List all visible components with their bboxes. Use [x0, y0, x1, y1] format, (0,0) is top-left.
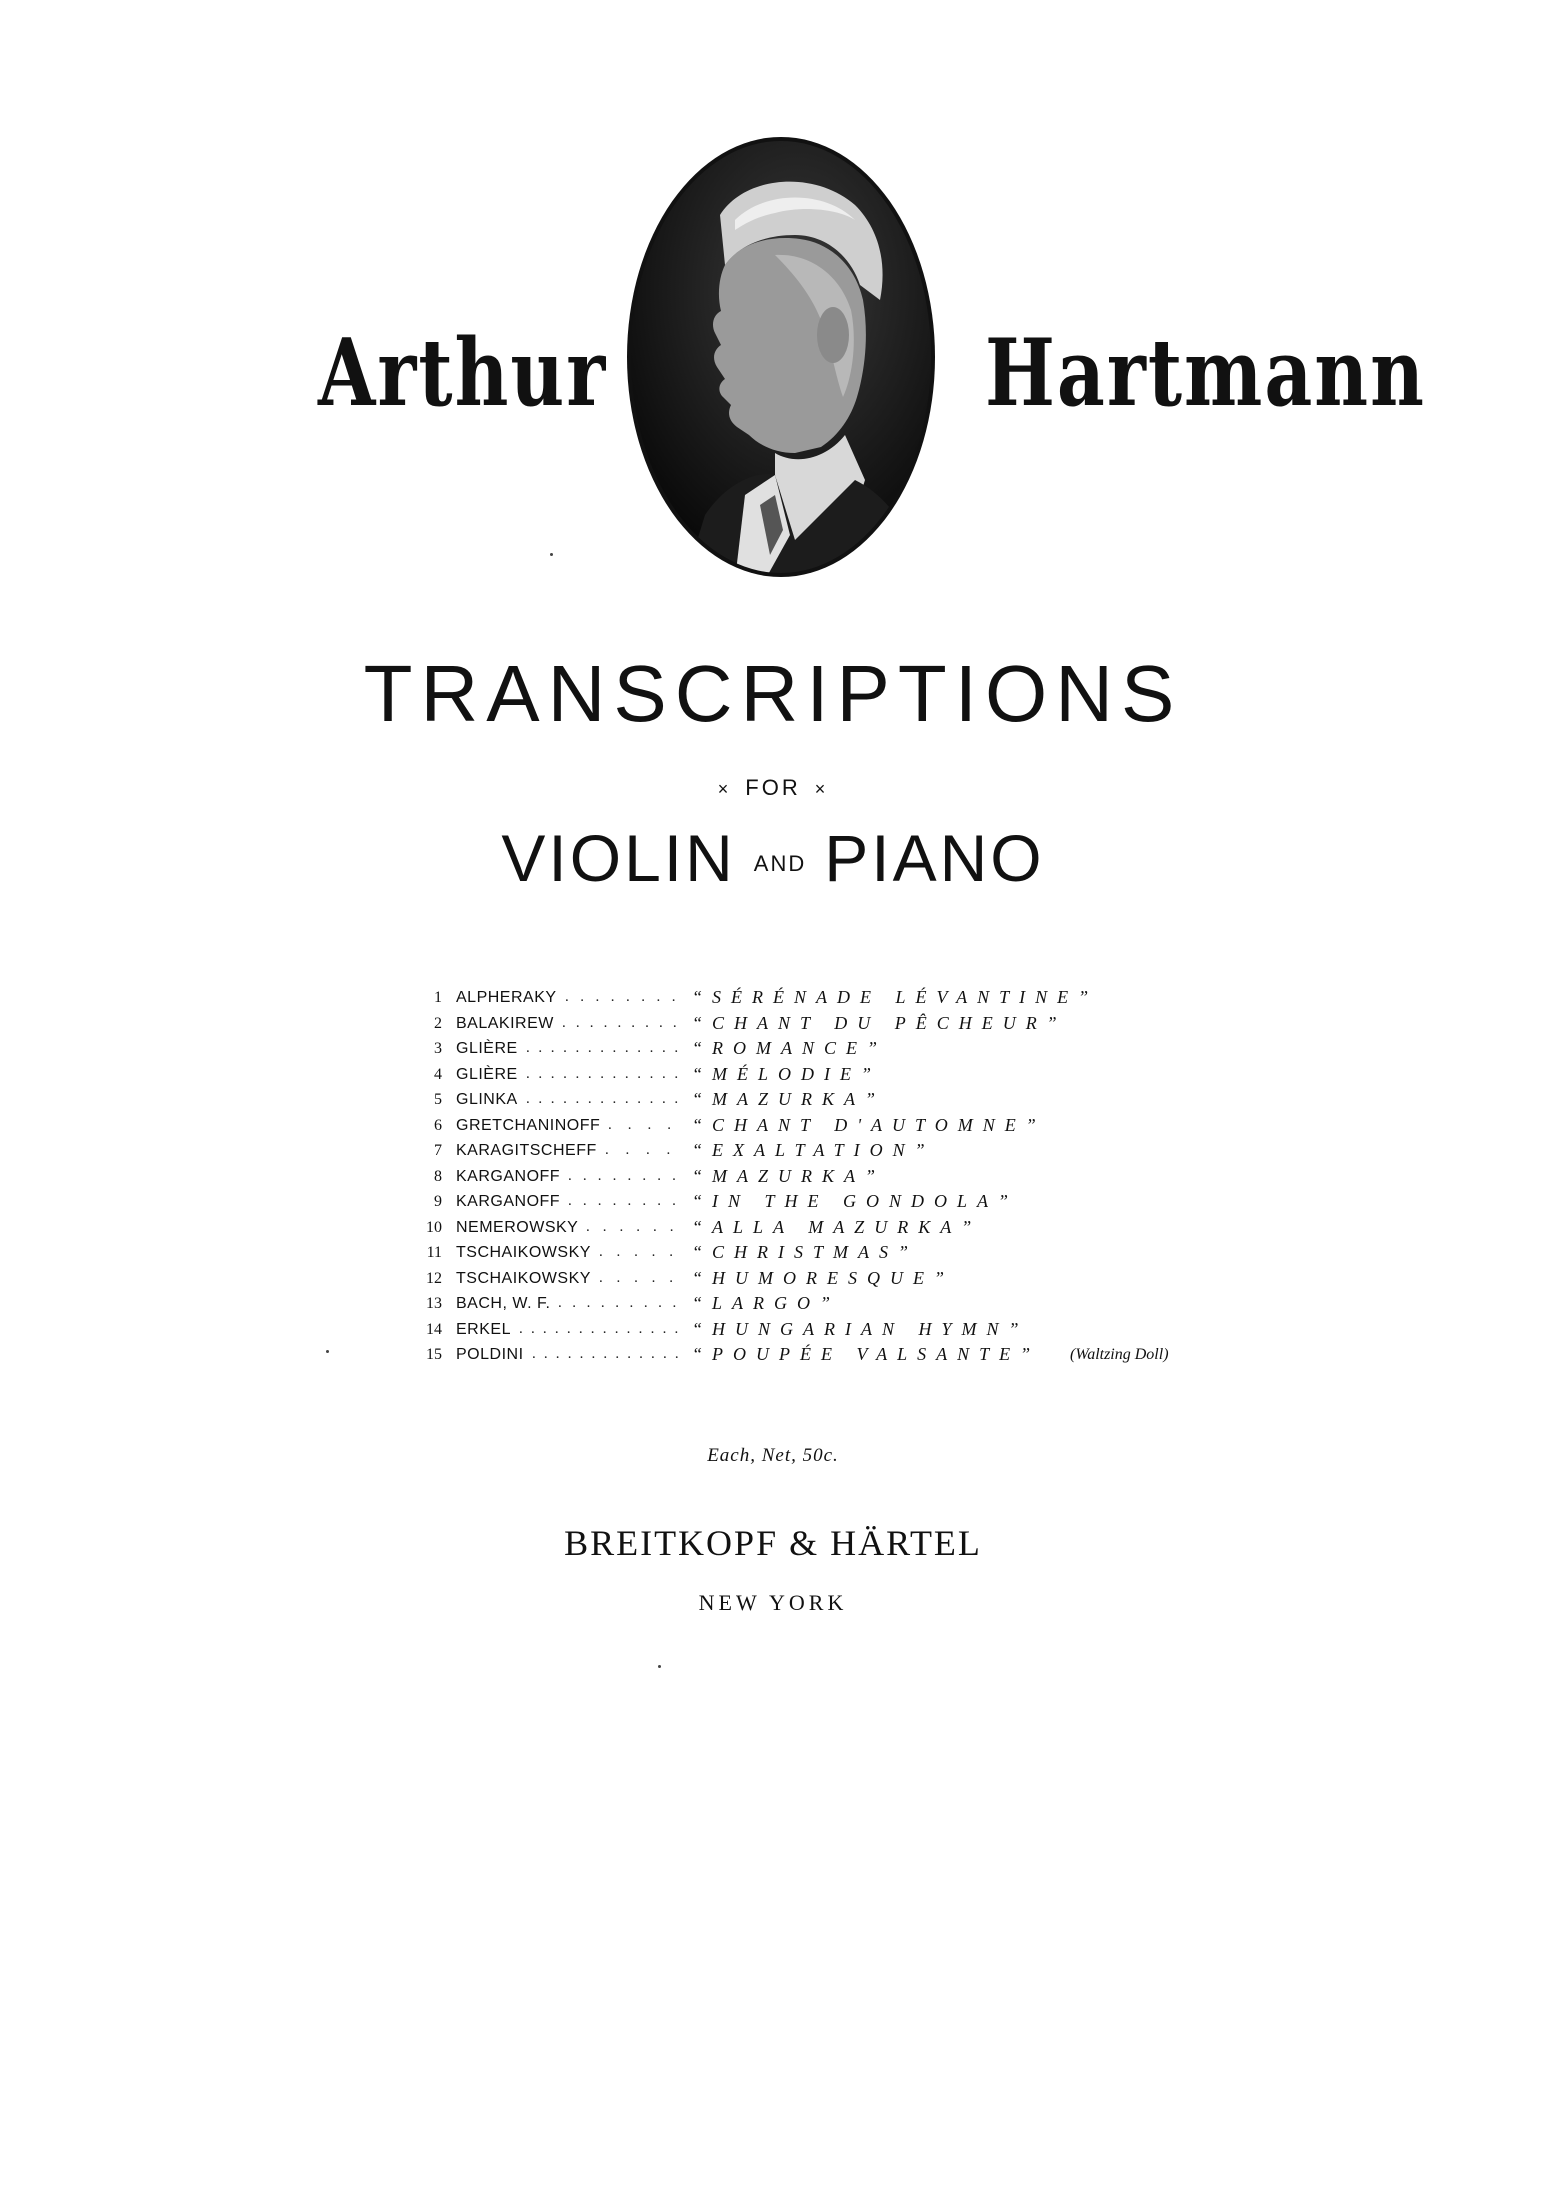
scan-speck [326, 1350, 329, 1353]
instruments-line [0, 820, 1546, 896]
item-number: 8 [434, 1167, 442, 1185]
composer-name: BACH, W. F. [456, 1295, 551, 1312]
leader-dots: .... [605, 1142, 687, 1158]
contents-row [402, 1164, 1302, 1190]
leader-dots: ..... [599, 1244, 687, 1260]
item-number: 4 [434, 1065, 442, 1083]
piece-title: “ALLA MAZURKA” [692, 1216, 982, 1237]
piece-title: “SÉRÉNADE LÉVANTINE” [692, 987, 1099, 1007]
and-word: AND [753, 850, 807, 876]
publisher-name: BREITKOPF & HÄRTEL [564, 1523, 982, 1563]
leader-dots: .............. [519, 1320, 687, 1337]
leader-dots: ........ [568, 1167, 687, 1184]
item-number: 6 [434, 1116, 442, 1134]
contents-row [402, 1189, 1302, 1215]
main-title: TRANSCRIPTIONS [363, 649, 1183, 738]
item-number: 5 [434, 1091, 442, 1108]
composer-first-name: Arthur [318, 320, 608, 428]
leader-dots: ......... [562, 1014, 687, 1031]
piece-subtitle: (Waltzing Doll) [1070, 1346, 1169, 1363]
leader-dots: ........ [568, 1193, 687, 1209]
piece-title: “CHANT D'AUTOMNE” [692, 1114, 1046, 1135]
contents-row [402, 1317, 1302, 1343]
piece-title: “ROMANCE” [692, 1038, 888, 1058]
item-number: 12 [426, 1269, 442, 1287]
composer-name: ALPHERAKY [456, 989, 557, 1006]
item-number: 2 [434, 1014, 442, 1032]
composer-name: GRETCHANINOFF [456, 1116, 601, 1134]
composer-name: ERKEL [456, 1320, 511, 1338]
contents-row [402, 1266, 1302, 1292]
composer-last-name: Hartmann [985, 320, 1426, 428]
composer-name: KARAGITSCHEFF [456, 1142, 597, 1159]
scan-speck [658, 1665, 661, 1668]
item-number: 3 [434, 1040, 442, 1057]
piece-title: “MÉLODIE” [692, 1063, 882, 1084]
scan-speck [550, 553, 553, 556]
piece-title: “IN THE GONDOLA” [692, 1191, 1019, 1211]
contents-row [402, 1036, 1302, 1062]
leader-dots: ............. [526, 1091, 687, 1107]
instrument-violin: VIOLIN [501, 821, 736, 895]
leader-dots: ......... [558, 1295, 687, 1311]
leader-dots: ............. [532, 1346, 687, 1362]
item-number: 11 [426, 1244, 442, 1261]
for-line [0, 775, 1546, 801]
ornament-icon: × [814, 779, 829, 799]
composer-name: NEMEROWSKY [456, 1218, 579, 1236]
contents-row [402, 1062, 1302, 1088]
composer-name: POLDINI [456, 1346, 524, 1363]
leader-dots: ...... [586, 1218, 687, 1235]
for-word: FOR [745, 775, 801, 800]
contents-list [402, 985, 1302, 1368]
composer-name: GLIÈRE [456, 1040, 518, 1057]
contents-row [402, 1138, 1302, 1164]
item-number: 9 [434, 1193, 442, 1210]
portrait-image [625, 135, 937, 580]
item-number: 15 [426, 1346, 442, 1363]
composer-name: KARGANOFF [456, 1167, 561, 1185]
piece-title: “CHANT DU PÊCHEUR” [692, 1012, 1067, 1033]
piece-title: “MAZURKA” [692, 1165, 886, 1186]
contents-row [402, 1342, 1302, 1368]
piece-title: “CHRISTMAS” [692, 1242, 919, 1262]
piece-title: “MAZURKA” [692, 1089, 886, 1109]
item-number: 7 [434, 1142, 442, 1159]
item-number: 10 [426, 1218, 442, 1236]
composer-name: TSCHAIKOWSKY [456, 1269, 591, 1287]
piece-title: “EXALTATION” [692, 1140, 935, 1160]
piece-title: “LARGO” [692, 1293, 841, 1313]
composer-name: GLINKA [456, 1091, 518, 1108]
piece-title: “POUPÉE VALSANTE” [692, 1344, 1041, 1364]
instrument-piano: PIANO [824, 821, 1045, 895]
composer-name: TSCHAIKOWSKY [456, 1244, 591, 1261]
composer-name: KARGANOFF [456, 1193, 561, 1210]
piece-title: “HUMORESQUE” [692, 1267, 954, 1288]
leader-dots: ............. [526, 1040, 687, 1056]
leader-dots: ..... [599, 1269, 687, 1286]
item-number: 13 [426, 1295, 442, 1312]
contents-row [402, 985, 1302, 1011]
contents-row [402, 1011, 1302, 1037]
contents-row [402, 1291, 1302, 1317]
ornament-icon: × [717, 779, 732, 799]
publisher-city: NEW YORK [698, 1590, 848, 1615]
leader-dots: .... [608, 1116, 687, 1133]
contents-row [402, 1087, 1302, 1113]
piece-title: “HUNGARIAN HYMN” [692, 1318, 1029, 1339]
contents-row [402, 1240, 1302, 1266]
contents-row [402, 1113, 1302, 1139]
item-number: 1 [434, 989, 442, 1006]
item-number: 14 [426, 1320, 442, 1338]
leader-dots: ............. [526, 1065, 687, 1082]
leader-dots: ........ [565, 989, 687, 1005]
composer-name: GLIÈRE [456, 1065, 518, 1083]
contents-row [402, 1215, 1302, 1241]
composer-name: BALAKIREW [456, 1014, 554, 1032]
price-line: Each, Net, 50c. [707, 1445, 839, 1466]
